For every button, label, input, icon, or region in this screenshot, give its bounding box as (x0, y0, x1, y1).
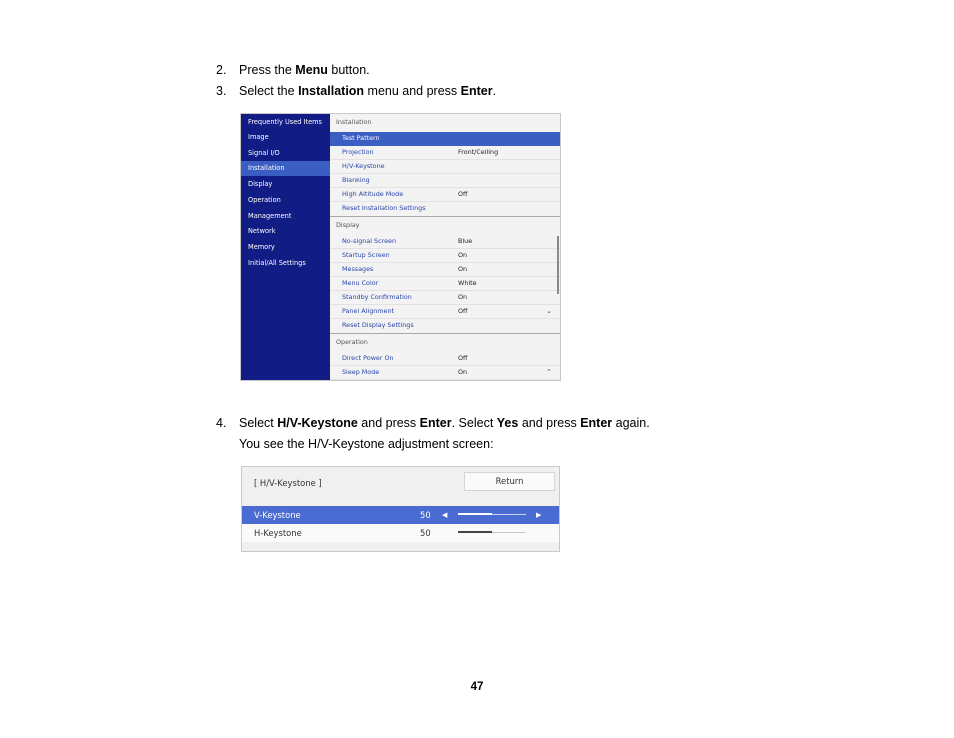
menu-row-standby-confirmation[interactable] (330, 291, 560, 305)
v-keystone-slider[interactable] (458, 514, 526, 515)
h-keystone-slider[interactable] (458, 532, 526, 533)
row-value: Off (458, 190, 468, 198)
section-header-installation: Installation (336, 118, 372, 126)
row-label: Test Pattern (342, 134, 380, 142)
row-label: Direct Power On (342, 354, 394, 362)
row-label: Blanking (342, 176, 370, 184)
row-value: On (458, 265, 468, 273)
menu-row-hv-keystone[interactable] (330, 160, 560, 174)
hv-keystone-screenshot (241, 466, 560, 552)
row-label: Projection (342, 148, 374, 156)
row-label: Startup Screen (342, 251, 390, 259)
row-label: High Altitude Mode (342, 190, 404, 198)
row-value: On (458, 251, 468, 259)
step-number: 3. (216, 84, 227, 98)
menu-row-sleep-mode[interactable] (330, 366, 560, 380)
chevron-up-icon[interactable]: ⌃ (546, 368, 552, 376)
row-label: Menu Color (342, 279, 379, 287)
sidebar-item-display[interactable]: Display (248, 180, 273, 188)
chevron-down-icon[interactable]: ⌄ (546, 307, 552, 315)
row-label: Standby Confirmation (342, 293, 412, 301)
row-label: Messages (342, 265, 374, 273)
menu-sidebar (241, 114, 330, 380)
step-4-subtext: You see the H/V-Keystone adjustment screen: (239, 437, 494, 451)
row-value: Blue (458, 237, 473, 245)
row-value: On (458, 368, 468, 376)
row-value: Off (458, 307, 468, 315)
menu-row-startup-screen[interactable] (330, 249, 560, 263)
sidebar-item-signal-io[interactable]: Signal I/O (248, 149, 280, 157)
menu-row-panel-alignment[interactable] (330, 305, 560, 319)
row-value: Front/Ceiling (458, 148, 499, 156)
sidebar-item-image[interactable]: Image (248, 133, 269, 141)
sidebar-item-installation[interactable]: Installation (241, 161, 330, 176)
menu-row-messages[interactable] (330, 263, 560, 277)
menu-row-reset-display[interactable] (330, 319, 560, 333)
menu-content (330, 114, 560, 380)
row-label: V-Keystone (254, 510, 301, 520)
sidebar-item-operation[interactable]: Operation (248, 196, 281, 204)
installation-menu-screenshot (240, 113, 561, 381)
row-value: Off (458, 354, 468, 362)
page-number: 47 (470, 681, 484, 693)
step-text: Select the Installation menu and press Enter. (239, 84, 497, 98)
step-text: Select H/V-Keystone and press Enter. Select Yes and press Enter again. (239, 416, 650, 430)
slider-fill (458, 531, 492, 533)
menu-row-blanking[interactable] (330, 174, 560, 188)
v-keystone-row[interactable] (242, 506, 559, 524)
row-label: Panel Alignment (342, 307, 395, 315)
row-value: On (458, 293, 468, 301)
keystone-title: [ H/V-Keystone ] (254, 478, 322, 488)
h-keystone-row[interactable] (242, 524, 559, 542)
step-text: Press the Menu button. (239, 63, 370, 77)
sidebar-item-initial-all-settings[interactable]: Initial/All Settings (248, 259, 306, 267)
step-number: 4. (216, 416, 227, 430)
sidebar-item-memory[interactable]: Memory (248, 243, 275, 251)
menu-row-high-altitude-mode[interactable] (330, 188, 560, 202)
sidebar-item-network[interactable]: Network (248, 227, 276, 235)
step-number: 2. (216, 63, 227, 77)
row-value: White (458, 279, 477, 287)
menu-row-direct-power-on[interactable] (330, 352, 560, 366)
sidebar-item-management[interactable]: Management (248, 212, 292, 220)
menu-row-test-pattern[interactable] (330, 132, 560, 146)
menu-row-no-signal-screen[interactable] (330, 235, 560, 249)
row-label: Reset Installation Settings (342, 204, 426, 212)
slider-fill (458, 513, 492, 515)
section-header-display: Display (336, 221, 360, 229)
section-header-operation: Operation (336, 338, 368, 346)
menu-row-projection[interactable] (330, 146, 560, 160)
row-value: 50 (420, 510, 431, 520)
row-label: Reset Display Settings (342, 321, 414, 329)
menu-row-menu-color[interactable] (330, 277, 560, 291)
return-button[interactable]: Return (464, 472, 555, 491)
row-label: H/V-Keystone (342, 162, 385, 170)
row-label: H-Keystone (254, 528, 302, 538)
row-label: Sleep Mode (342, 368, 380, 376)
triangle-left-icon[interactable]: ◀ (442, 511, 448, 519)
row-value: 50 (420, 528, 431, 538)
sidebar-item-frequently-used[interactable]: Frequently Used Items (248, 118, 322, 126)
row-label: No-signal Screen (342, 237, 397, 245)
menu-scrollbar[interactable] (557, 236, 559, 294)
triangle-right-icon[interactable]: ▶ (536, 511, 542, 519)
menu-row-reset-installation[interactable] (330, 202, 560, 216)
